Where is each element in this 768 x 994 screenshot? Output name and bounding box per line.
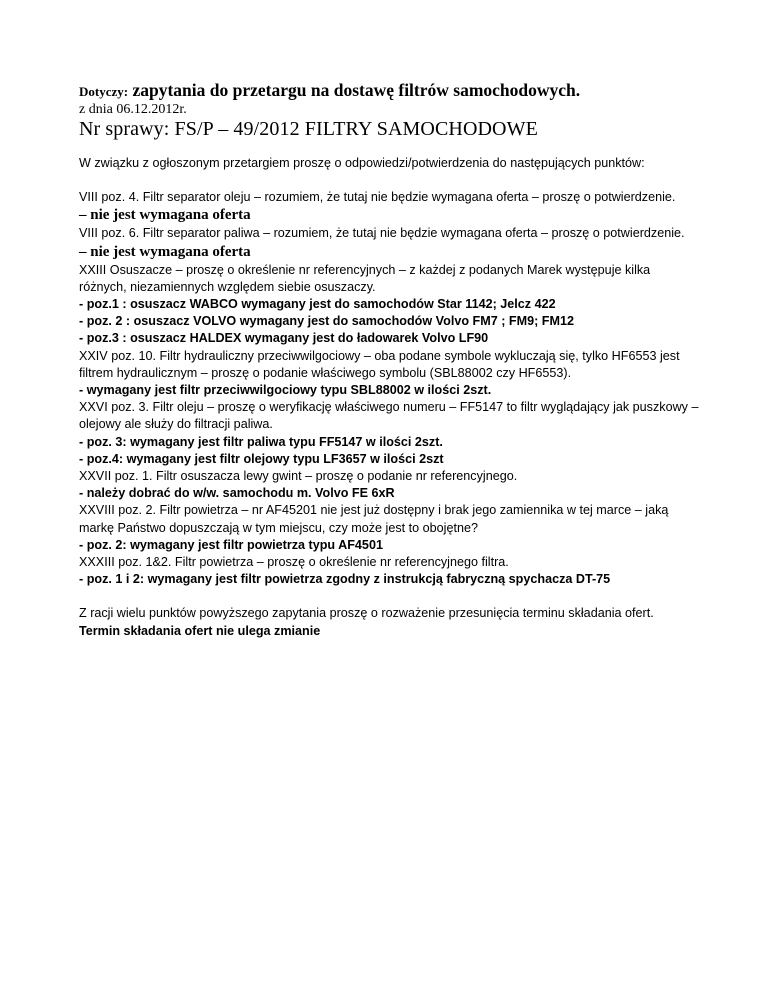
intro-paragraph: W związku z ogłoszonym przetargiem proszę o odpowiedzi/potwierdzenia do następujących punktów: [79,156,645,170]
subject-text: zapytania do przetargu na dostawę filtrów samochodowych. [128,80,581,100]
document-body [79,155,699,640]
answer-item: - poz.3 : osuszacz HALDEX wymagany jest do ładowarek Volvo LF90 [79,331,489,346]
answer-item: - poz. 2: wymagany jest filtr powietrza typu AF4501 [79,537,383,552]
question-item: XXVII poz. 1. Filtr osuszacza lewy gwint – proszę o podanie nr referencyjnego. [79,469,518,484]
question-item: VIII poz. 6. Filtr separator paliwa – rozumiem, że tutaj nie będzie wymagana oferta – proszę o potwierdzenie. [79,226,685,241]
subject-label: Dotyczy: [79,84,129,99]
paragraph-gap [79,588,699,605]
request-date: z dnia 06.12.2012r. [79,102,187,117]
question-item: XXIII Osuszacze – proszę o określenie nr referencyjnych – z każdej z podanych Marek występuje kilka różnych, niezamiennych względem siebie osuszaczy. [79,262,651,294]
question-item: XXXIII poz. 1&2. Filtr powietrza – proszę o określenie nr referencyjnego filtra. [79,555,509,570]
closing-answer: Termin składania ofert nie ulega zmianie [79,623,321,638]
answer-item: - poz.4: wymagany jest filtr olejowy typu LF3657 w ilości 2szt [79,451,444,466]
question-item: VIII poz. 4. Filtr separator oleju – rozumiem, że tutaj nie będzie wymagana oferta – proszę o potwierdzenie. [79,190,676,205]
answer-item: - należy dobrać do w/w. samochodu m. Volvo FE 6xR [79,486,395,501]
question-item: XXVI poz. 3. Filtr oleju – proszę o weryfikację właściwego numeru – FF5147 to filtr wyglądający jak puszkowy – olejowy ale służy do filtracji paliwa. [79,400,699,432]
case-number: Nr sprawy: FS/P – 49/2012 FILTRY SAMOCHODOWE [79,118,538,140]
answer-item: – nie jest wymagana oferta [79,207,251,224]
question-item: XXVIII poz. 2. Filtr powietrza – nr AF45201 nie jest już dostępny i brak jego zamiennika w tej marce – jaką markę Państwo dopuszczają w tym miejscu, czy może jest to obojętne? [79,503,669,535]
answer-item: - poz. 2 : osuszacz VOLVO wymagany jest do samochodów Volvo FM7 ; FM9; FM12 [79,314,574,329]
answer-item: - poz. 1 i 2: wymagany jest filtr powietrza zgodny z instrukcją fabryczną spychacza DT-75 [79,572,611,587]
answer-item: – nie jest wymagana oferta [79,243,251,260]
answer-item: - wymagany jest filtr przeciwwilgociowy typu SBL88002 w ilości 2szt. [79,383,492,398]
paragraph-gap [79,172,699,189]
subject-line [79,80,580,101]
question-item: XXIV poz. 10. Filtr hydrauliczny przeciwwilgociowy – oba podane symbole wykluczają się, tylko HF6553 jest filtrem hydraulicznym – proszę o podanie właściwego symbolu (SBL88002 czy HF6553). [79,348,680,380]
answer-item: - poz.1 : osuszacz WABCO wymagany jest do samochodów Star 1142; Jelcz 422 [79,297,556,312]
closing-request: Z racji wielu punktów powyższego zapytania proszę o rozważenie przesunięcia terminu składania ofert. [79,606,654,621]
answer-item: - poz. 3: wymagany jest filtr paliwa typu FF5147 w ilości 2szt. [79,434,443,449]
